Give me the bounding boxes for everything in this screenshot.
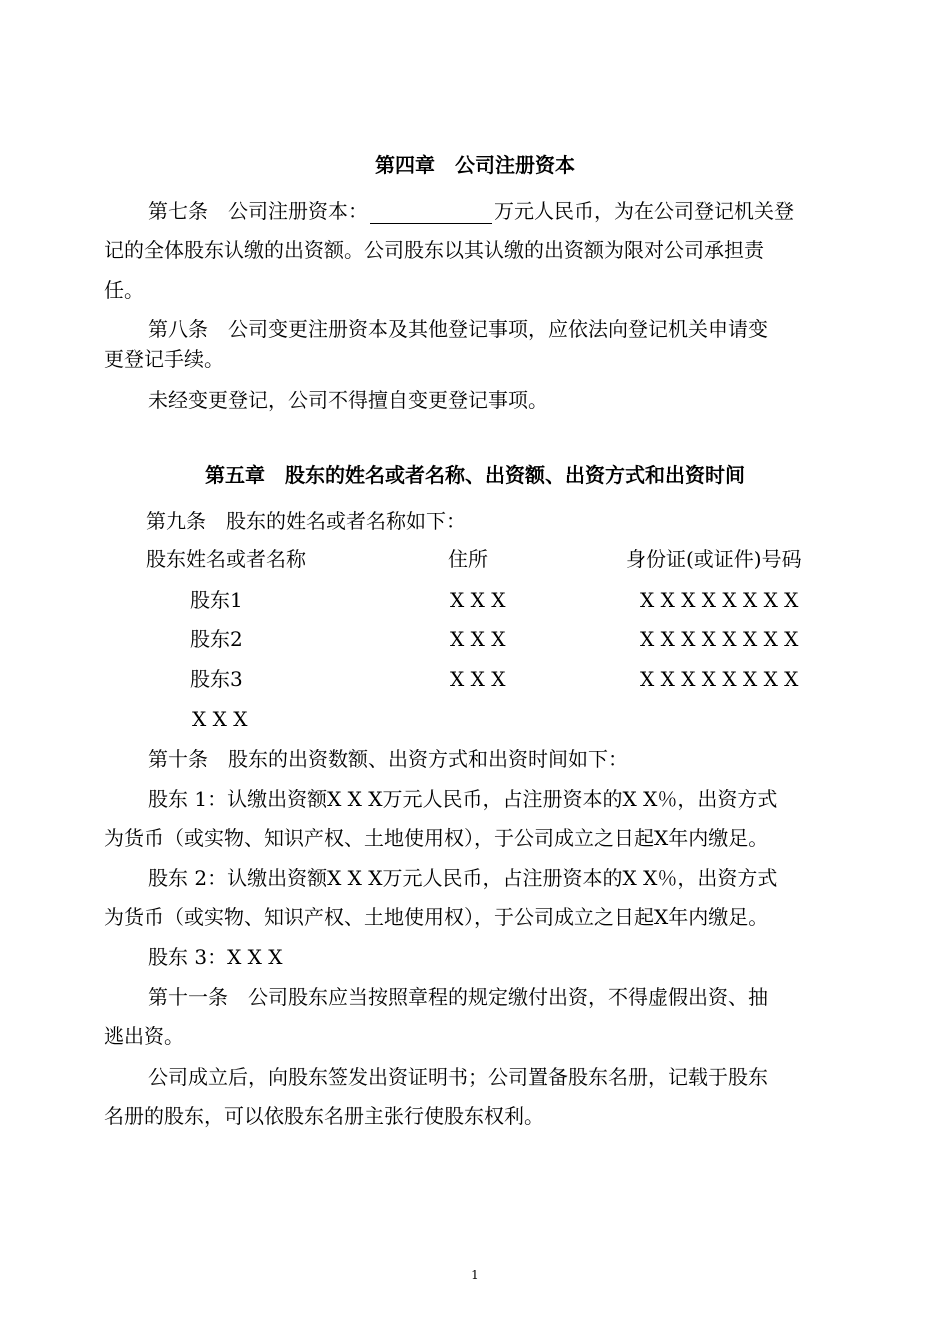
article-7-label: 第七条 [148, 199, 208, 223]
table-row-2-address: X X X [450, 627, 506, 651]
table-header-address: 住所 [448, 547, 488, 571]
article-7-text-a: 公司注册资本： [228, 199, 368, 223]
article-8-line-2: 更登记手续。 [104, 347, 224, 371]
table-row-1-id: X X X X X X X X [640, 588, 799, 612]
article-10-intro: 第十条 股东的出资数额、出资方式和出资时间如下： [148, 747, 628, 771]
registered-capital-blank [370, 201, 492, 224]
page-number: 1 [471, 1268, 479, 1282]
table-row-2-name: 股东2 [190, 627, 243, 651]
table-header-name: 股东姓名或者名称 [146, 547, 306, 571]
article-11-line-2: 逃出资。 [104, 1024, 184, 1048]
certificate-paragraph-line-2: 名册的股东，可以依股东名册主张行使股东权利。 [104, 1104, 544, 1128]
article-7-text-b: 万元人民币，为在公司登记机关登 [494, 199, 794, 223]
chapter-5-title: 第五章 股东的姓名或者名称、出资额、出资方式和出资时间 [205, 463, 745, 487]
shareholder-1-line-2: 为货币（或实物、知识产权、土地使用权），于公司成立之日起X年内缴足。 [104, 826, 769, 850]
shareholder-2-line-1: 股东 2：认缴出资额X X X万元人民币，占注册资本的X X％，出资方式 [148, 866, 778, 890]
shareholder-2-line-2: 为货币（或实物、知识产权、土地使用权），于公司成立之日起X年内缴足。 [104, 905, 769, 929]
article-9-intro: 第九条 股东的姓名或者名称如下： [146, 509, 466, 533]
table-extra-row: X X X [192, 707, 248, 731]
article-7-line-3: 任。 [104, 278, 144, 302]
certificate-paragraph-line-1: 公司成立后，向股东签发出资证明书；公司置备股东名册，记载于股东 [148, 1065, 768, 1089]
article-7-line-1 [148, 198, 794, 224]
no-change-paragraph: 未经变更登记，公司不得擅自变更登记事项。 [148, 388, 548, 412]
table-row-2-id: X X X X X X X X [640, 627, 799, 651]
shareholder-3-line: 股东 3：X X X [148, 945, 283, 969]
table-row-3-name: 股东3 [190, 667, 243, 691]
article-8-line-1: 第八条 公司变更注册资本及其他登记事项，应依法向登记机关申请变 [148, 317, 768, 341]
table-row-3-id: X X X X X X X X [640, 667, 799, 691]
shareholder-1-line-1: 股东 1：认缴出资额X X X万元人民币，占注册资本的X X％，出资方式 [148, 787, 778, 811]
table-row-1-name: 股东1 [190, 588, 243, 612]
chapter-4-title: 第四章 公司注册资本 [375, 153, 575, 177]
table-row-1-address: X X X [450, 588, 506, 612]
article-7-line-2: 记的全体股东认缴的出资额。公司股东以其认缴的出资额为限对公司承担责 [104, 238, 764, 262]
table-row-3-address: X X X [450, 667, 506, 691]
article-11-line-1: 第十一条 公司股东应当按照章程的规定缴付出资，不得虚假出资、抽 [148, 985, 768, 1009]
table-header-id: 身份证(或证件)号码 [626, 547, 802, 571]
